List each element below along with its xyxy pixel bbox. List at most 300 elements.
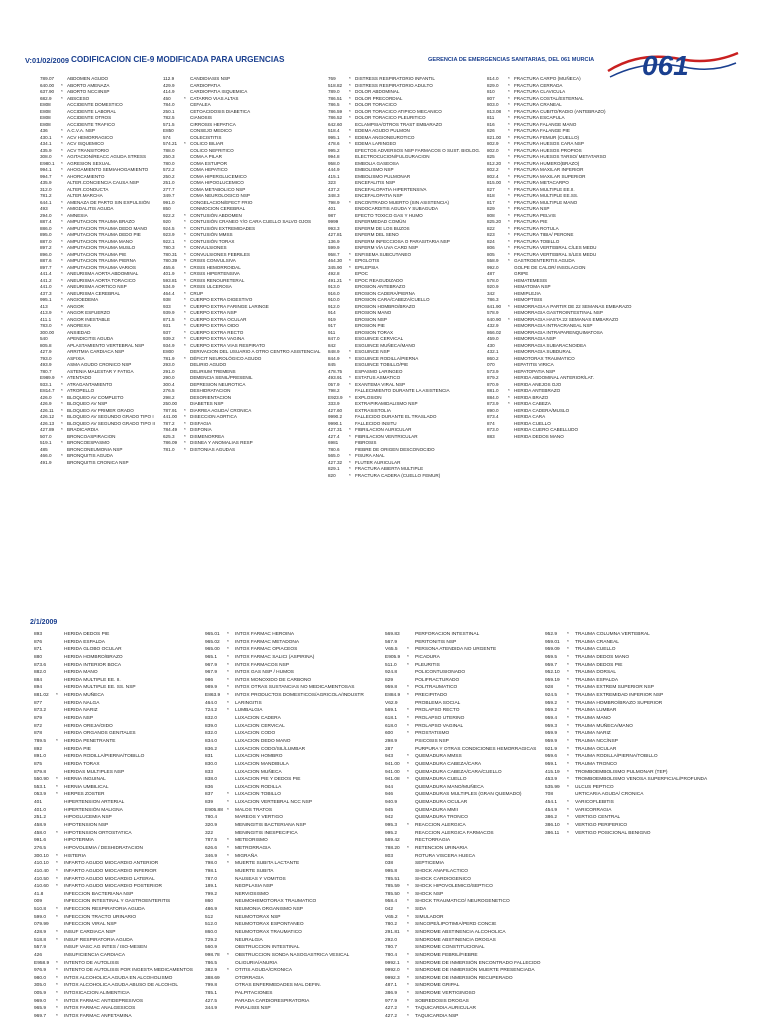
- diagnosis-code: E980.1: [40, 160, 55, 166]
- asterisk-marker: *: [508, 186, 510, 192]
- diagnosis-description: ESGUINCE TOBILLO/PIE: [355, 362, 409, 367]
- asterisk-marker: *: [349, 102, 351, 107]
- diagnosis-description: CRISIS CONVULSIVA: [190, 258, 236, 263]
- diagnosis-description: AMNESIA: [67, 212, 88, 218]
- diagnosis-code: 952.9: [545, 632, 558, 637]
- diagnosis-description: DIABETES NSP: [190, 401, 224, 406]
- diagnosis-description: VERTIGO PERIFERICO: [575, 823, 628, 829]
- asterisk-marker: *: [61, 323, 63, 328]
- diagnosis-code: 829: [487, 206, 495, 211]
- diagnosis-description: ABORTO NCCIINSP: [67, 89, 110, 94]
- asterisk-marker: *: [567, 632, 569, 637]
- diagnosis-code: 829.0: [487, 82, 499, 88]
- diagnosis-code: 780.39: [163, 258, 178, 263]
- diagnosis-description: EROSION ANTEBRAZO: [355, 284, 406, 289]
- diagnosis-code: 787.0: [205, 876, 218, 882]
- diagnosis-code: 879.2: [487, 375, 499, 380]
- diagnosis-code: 572.2: [163, 167, 175, 172]
- diagnosis-code: 959.01: [545, 639, 560, 645]
- code-row: [34, 677, 199, 685]
- code-row: [385, 669, 540, 677]
- diagnosis-description: DESORIENTACION: [190, 394, 232, 400]
- diagnosis-description: SINDROME DE INMERSIÓN MUERTE PRESENCIADA: [415, 968, 535, 974]
- diagnosis-code: 426.11: [40, 407, 54, 413]
- diagnosis-description: PROLAPSO UTERINO: [415, 716, 465, 722]
- asterisk-marker: *: [61, 95, 63, 101]
- asterisk-marker: *: [407, 914, 409, 920]
- diagnosis-code: 346.9: [205, 853, 218, 859]
- diagnosis-description: INTENTO DE AUTOLISIS: [64, 960, 119, 966]
- asterisk-marker: *: [61, 414, 63, 419]
- diagnosis-code: 860.0: [205, 929, 218, 935]
- diagnosis-code: 934.9: [163, 342, 175, 348]
- asterisk-marker: *: [56, 792, 58, 798]
- diagnosis-description: AMENAZA DE PARTO SIN EXPULSIÓN: [67, 199, 150, 205]
- diagnosis-code: 415.1: [328, 173, 340, 179]
- diagnosis-description: ASFIXIA: [67, 355, 85, 361]
- diagnosis-code: 429.9: [163, 82, 175, 88]
- diagnosis-code: 788.20: [385, 845, 400, 851]
- code-row: [34, 814, 199, 822]
- diagnosis-code: 812.20: [487, 160, 502, 166]
- code-row: [34, 898, 199, 906]
- diagnosis-code: 848.9: [328, 349, 340, 354]
- diagnosis-code: 112.9: [163, 76, 175, 81]
- diagnosis-description: MALOS TRATOS: [235, 807, 273, 813]
- diagnosis-description: SINDROME DE INMERSIÓN ENCONTRADO FALLECIDO: [415, 960, 541, 966]
- diagnosis-code: 808: [487, 212, 495, 218]
- asterisk-marker: *: [508, 108, 510, 114]
- code-row: [545, 669, 755, 677]
- diagnosis-code: 939.9: [163, 310, 175, 315]
- diagnosis-code: 873.6: [34, 662, 47, 668]
- code-row: [205, 929, 380, 937]
- asterisk-marker: *: [567, 777, 569, 783]
- diagnosis-code: 924.5: [545, 693, 558, 699]
- diagnosis-description: SHOCK NSP: [415, 891, 444, 897]
- asterisk-marker: *: [184, 355, 186, 361]
- diagnosis-description: SIMULADOR: [415, 914, 444, 920]
- diagnosis-description: INTOX FARMAC OPIACEOS: [235, 647, 298, 653]
- asterisk-marker: *: [508, 173, 510, 179]
- asterisk-marker: *: [61, 251, 63, 257]
- diagnosis-description: LUXACION DEDO MANO: [235, 738, 291, 744]
- diagnosis-description: INTENTO DE AUTOLISIS POR INGESTA MEDICAMENTOS: [64, 968, 193, 974]
- diagnosis-description: CONTUSIÓN EXTREMIDADES: [190, 225, 256, 231]
- diagnosis-code: 802.4: [487, 173, 499, 179]
- asterisk-marker: *: [349, 381, 351, 387]
- diagnosis-code: 995.1: [40, 297, 52, 302]
- asterisk-marker: *: [407, 907, 409, 913]
- asterisk-marker: *: [508, 206, 510, 211]
- diagnosis-code: 9992.1: [385, 960, 400, 966]
- asterisk-marker: *: [227, 693, 229, 699]
- diagnosis-code: 432.9: [487, 323, 499, 328]
- diagnosis-description: FRACTURA MAXILAR INFERIOR: [514, 167, 584, 172]
- diagnosis-description: COMA HIPERGLUCEMICO: [190, 173, 247, 179]
- diagnosis-description: LUXACION MUÑECA: [235, 769, 282, 775]
- asterisk-marker: *: [407, 769, 409, 775]
- diagnosis-description: HERNIA UMBILICAL: [64, 784, 109, 790]
- diagnosis-code: 413: [40, 303, 48, 309]
- diagnosis-code: 873.2: [34, 708, 47, 714]
- diagnosis-description: DOLOR PRECORDIAL: [355, 95, 403, 101]
- diagnosis-code: 965.9: [34, 1006, 47, 1012]
- asterisk-marker: *: [349, 76, 351, 81]
- diagnosis-code: 427.31: [328, 427, 343, 432]
- diagnosis-code: 959.4: [545, 716, 558, 722]
- diagnosis-description: EPIGLOTIS: [355, 258, 380, 263]
- diagnosis-code: V62.9: [385, 700, 398, 706]
- code-row: [205, 700, 380, 708]
- diagnosis-description: HERIDA MULTIPLE EE. II.: [64, 677, 121, 683]
- code-row: [205, 684, 380, 692]
- code-row: [385, 837, 540, 845]
- code-row: [545, 662, 755, 670]
- code-row: [34, 830, 199, 838]
- code-row: [385, 891, 540, 899]
- asterisk-marker: *: [407, 685, 409, 691]
- asterisk-marker: *: [508, 89, 510, 94]
- diagnosis-code: 786.5: [328, 102, 340, 107]
- asterisk-marker: *: [567, 784, 569, 790]
- diagnosis-code: 641.90: [487, 303, 502, 309]
- asterisk-marker: *: [407, 845, 409, 851]
- diagnosis-description: INTOX MONOXIDO DE CARBONO: [235, 677, 312, 683]
- code-row: [205, 738, 380, 746]
- code-row: [385, 845, 540, 853]
- diagnosis-description: ALTER.MARCHA: [67, 193, 103, 198]
- diagnosis-description: ACCIDENTE OTROS: [67, 115, 112, 120]
- diagnosis-description: AMIGDALITIS AGUDA: [67, 206, 114, 211]
- asterisk-marker: *: [567, 823, 569, 829]
- asterisk-marker: *: [184, 238, 186, 244]
- diagnosis-code: 850: [163, 206, 171, 211]
- asterisk-marker: *: [227, 853, 229, 859]
- diagnosis-code: 844.9: [328, 355, 340, 361]
- diagnosis-description: ACCIDENTE LABORAL: [67, 108, 117, 114]
- diagnosis-description: NEUMOHEMOTORAX TRAUMATICO: [235, 899, 317, 905]
- diagnosis-description: BLOQUEO AV COMPLETO: [67, 394, 124, 400]
- code-row: [385, 761, 540, 769]
- diagnosis-description: FRACTURA CADERA (CUELLO FEMUR): [355, 472, 441, 478]
- diagnosis-description: NEUMOTORAX NSP: [235, 914, 281, 920]
- diagnosis-description: FRACTURA CARPO (MUÑECA): [514, 76, 581, 81]
- diagnosis-code: 41.8: [34, 891, 44, 897]
- diagnosis-description: FRACTURA HUESOS TARSO/ METATARSO: [514, 154, 607, 159]
- diagnosis-description: ULCUS PEPTICO: [575, 784, 614, 790]
- code-row: [34, 799, 199, 807]
- diagnosis-description: PERSONA ATENDIDA NO URGENTE: [415, 647, 497, 653]
- diagnosis-description: ENCEFALITIS NSP: [355, 180, 396, 185]
- diagnosis-code: 802.9: [487, 141, 499, 146]
- diagnosis-description: ACCIDENTE TRAFICO: [67, 121, 115, 127]
- diagnosis-code: 811: [487, 115, 495, 120]
- code-row: [385, 646, 540, 654]
- asterisk-marker: *: [61, 394, 63, 400]
- diagnosis-code: 426.0: [40, 394, 52, 400]
- diagnosis-description: HERIDA DEDOS MANO: [514, 433, 564, 439]
- asterisk-marker: *: [407, 991, 409, 997]
- diagnosis-description: AMPUTACION TRAUMA BRAZO: [67, 219, 135, 224]
- diagnosis-code: 825: [487, 154, 495, 159]
- diagnosis-code: 574.21: [163, 141, 178, 146]
- diagnosis-description: EDEMA AGUDO PULMON: [355, 128, 410, 133]
- code-row: [205, 769, 380, 777]
- code-column: [487, 76, 727, 440]
- diagnosis-code: 931: [163, 323, 171, 328]
- diagnosis-code: 426.12: [40, 414, 55, 419]
- asterisk-marker: *: [349, 349, 351, 354]
- diagnosis-code: 977.9: [385, 998, 398, 1004]
- diagnosis-description: TRAUMA EXTREM SUPERIOR NSP: [575, 685, 654, 691]
- diagnosis-description: TRAUMA ESPALDA: [575, 677, 619, 683]
- diagnosis-description: RECTORRAGIA: [415, 838, 451, 844]
- asterisk-marker: *: [407, 975, 409, 981]
- asterisk-marker: *: [227, 838, 229, 844]
- diagnosis-code: 987: [328, 212, 336, 218]
- asterisk-marker: *: [407, 647, 409, 653]
- code-row: [205, 906, 380, 914]
- asterisk-marker: *: [508, 134, 510, 140]
- diagnosis-code: 952.10: [545, 670, 560, 676]
- diagnosis-description: COMA ESTUPOR: [190, 160, 228, 166]
- asterisk-marker: *: [508, 154, 510, 159]
- diagnosis-description: HERIDA DEDOS PIE: [64, 632, 110, 637]
- code-row: [385, 715, 540, 723]
- diagnosis-code: 991.6: [34, 838, 47, 844]
- diagnosis-code: 833: [205, 769, 214, 775]
- diagnosis-description: FRACTURA MULTIPLE MANO: [514, 199, 578, 205]
- diagnosis-description: PROLAPSO RECTO: [415, 708, 460, 714]
- diagnosis-code: 965.1: [205, 654, 218, 660]
- asterisk-marker: *: [349, 277, 351, 283]
- diagnosis-code: 308.0: [40, 154, 52, 159]
- diagnosis-code: 780.7: [385, 945, 398, 951]
- diagnosis-description: ESTATUS ASMATICO: [355, 375, 401, 380]
- asterisk-marker: *: [56, 884, 58, 890]
- diagnosis-description: SINDROME ABSTINENCIA ALCOHOLICA: [415, 929, 506, 935]
- diagnosis-code: 781.0: [163, 446, 175, 452]
- code-row: [385, 921, 540, 929]
- diagnosis-code: 626.6: [205, 845, 218, 851]
- diagnosis-code: 887.0: [40, 238, 52, 244]
- code-row: [385, 677, 540, 685]
- diagnosis-description: AHOGAMIENTO SEMIAHOGAMIENTO: [67, 167, 149, 172]
- diagnosis-code: 877: [34, 700, 43, 706]
- code-row: [205, 1005, 380, 1013]
- diagnosis-description: CONSEJO MEDICO: [190, 128, 232, 133]
- diagnosis-description: EMBOLISMO NSP: [355, 167, 394, 172]
- code-row: [34, 761, 199, 769]
- asterisk-marker: *: [56, 914, 58, 920]
- diagnosis-code: 437.3: [40, 290, 52, 296]
- diagnosis-code: 881.0: [487, 388, 499, 393]
- diagnosis-code: 444.9: [328, 167, 340, 172]
- asterisk-marker: *: [56, 907, 58, 913]
- diagnosis-description: ARRITMIA CARDIACA NSP: [67, 349, 125, 354]
- diagnosis-code: 427.89: [40, 427, 55, 432]
- diagnosis-code: 411.1: [40, 316, 52, 322]
- diagnosis-description: HERIDA ORGANOS GENITALES: [64, 731, 136, 737]
- diagnosis-code: 250.1: [163, 108, 175, 114]
- diagnosis-code: 959.2: [545, 708, 558, 714]
- asterisk-marker: *: [567, 754, 569, 760]
- diagnosis-description: PERFORACION INTESTINAL: [415, 632, 480, 637]
- diagnosis-description: TROMBOEMBOLISMO VENOSA SUPERFICIAL/PROFUNDA: [575, 777, 708, 783]
- asterisk-marker: *: [508, 394, 510, 400]
- diagnosis-description: ALTER.CONCIENCIA CAUSA NSP: [67, 180, 139, 185]
- diagnosis-description: FRACTURA FALANGE MANO: [514, 121, 577, 127]
- header-date: V:01/02/2009: [25, 56, 69, 65]
- diagnosis-description: INSUF RESPIRATORIA AGUDA: [64, 937, 133, 943]
- diagnosis-description: HEMOTORAX TRAUMATICO: [514, 355, 575, 361]
- code-row: [34, 692, 199, 700]
- asterisk-marker: *: [56, 868, 58, 874]
- asterisk-marker: *: [407, 654, 409, 660]
- diagnosis-code: E958.9: [34, 960, 50, 966]
- diagnosis-description: PURPURA Y OTRAS CONDICIONES HEMORRAGICAS: [415, 746, 537, 752]
- diagnosis-code: 780.4: [205, 815, 218, 821]
- diagnosis-code: 571.5: [163, 121, 175, 127]
- diagnosis-description: NEUMONIA ORGANISMO NSP: [235, 907, 303, 913]
- diagnosis-description: CIANOSIS: [190, 115, 212, 120]
- diagnosis-code: 967.9: [205, 662, 218, 668]
- diagnosis-code: 814.0: [487, 76, 499, 81]
- asterisk-marker: *: [56, 738, 58, 744]
- diagnosis-description: OTORRAGIA: [235, 975, 264, 981]
- diagnosis-description: ESPASMO LARINGEO: [355, 368, 403, 374]
- diagnosis-code: 781.9: [163, 355, 175, 361]
- diagnosis-description: ANGIOEDEMA: [67, 297, 99, 302]
- diagnosis-code: 432.1: [487, 349, 499, 354]
- diagnosis-code: 785.51: [385, 876, 400, 882]
- diagnosis-description: FRACTURA NSP: [514, 206, 550, 211]
- diagnosis-description: INTOX ALCOHOLICA AGUDA ABUSO DE ALCOHOL: [64, 983, 179, 989]
- asterisk-marker: *: [227, 861, 229, 867]
- code-row: [34, 967, 199, 975]
- asterisk-marker: *: [407, 716, 409, 722]
- diagnosis-code: 879: [34, 716, 43, 722]
- asterisk-marker: *: [61, 375, 63, 380]
- diagnosis-code: 401.9: [163, 271, 175, 276]
- diagnosis-code: 079.99: [34, 922, 49, 928]
- diagnosis-description: ESGUINCE CERVICAL: [355, 336, 404, 341]
- asterisk-marker: *: [227, 700, 229, 706]
- diagnosis-code: 386.10: [545, 823, 560, 829]
- diagnosis-code: 290.0: [163, 375, 175, 380]
- diagnosis-code: 817: [487, 199, 495, 205]
- diagnosis-description: ENFERM INFECCIOSA O PARASITARIA NSP: [355, 238, 450, 244]
- diagnosis-description: FRACTURA MULTIPLE EE.II.: [514, 186, 575, 192]
- code-row: [34, 631, 199, 639]
- diagnosis-description: ACV ISQUEMICO: [67, 141, 105, 146]
- diagnosis-code: 842: [328, 342, 336, 348]
- code-row: [34, 960, 199, 968]
- asterisk-marker: *: [61, 154, 63, 159]
- diagnosis-code: 976.9: [34, 968, 47, 974]
- code-row: [205, 677, 380, 685]
- asterisk-marker: *: [184, 251, 186, 257]
- code-row: [545, 692, 755, 700]
- asterisk-marker: *: [508, 258, 510, 263]
- code-row: [34, 990, 199, 998]
- diagnosis-code: 189.1: [205, 884, 218, 890]
- diagnosis-description: APENDICITIS AGUDA: [67, 336, 114, 341]
- asterisk-marker: *: [567, 685, 569, 691]
- asterisk-marker: *: [184, 414, 186, 419]
- code-row: [545, 646, 755, 654]
- asterisk-marker: *: [61, 420, 63, 426]
- diagnosis-description: ABORTO AMENAZA: [67, 82, 110, 88]
- code-row: [328, 473, 483, 480]
- asterisk-marker: *: [61, 141, 63, 146]
- diagnosis-description: SHOCK TRAUMATICO/ NEUROGENETICO: [415, 899, 510, 905]
- diagnosis-code: 637.90: [40, 89, 55, 94]
- diagnosis-code: 871: [34, 647, 43, 653]
- diagnosis-description: ELECTROCUCION/FULGURACION: [355, 154, 430, 159]
- code-row: [385, 1013, 540, 1021]
- diagnosis-description: CONVULSIONES: [190, 245, 227, 250]
- diagnosis-code: 305.0: [34, 983, 47, 989]
- diagnosis-description: FRACTURA HUESOS PROPIOS: [514, 147, 582, 153]
- diagnosis-description: HERPES ZOSTER: [64, 792, 105, 798]
- diagnosis-code: 789.0: [328, 89, 340, 94]
- diagnosis-description: MUERTE SUBITA LACTANTE: [235, 861, 300, 867]
- diagnosis-code: 965.00: [205, 647, 220, 653]
- diagnosis-description: EROSION MANO: [355, 310, 392, 315]
- diagnosis-code: 923.9: [163, 232, 175, 237]
- diagnosis-code: 998.78: [205, 952, 220, 958]
- diagnosis-code: 344.9: [205, 1006, 218, 1012]
- diagnosis-code: 798.9: [328, 199, 340, 205]
- asterisk-marker: *: [227, 677, 229, 683]
- diagnosis-code: 815.00: [487, 180, 502, 185]
- asterisk-marker: *: [407, 952, 409, 958]
- diagnosis-code: 969.7: [34, 1014, 47, 1020]
- diagnosis-description: CUERPO EXTRA NSP: [190, 310, 237, 315]
- diagnosis-description: POLITRAUMATICO: [415, 685, 458, 691]
- diagnosis-code: 825.20: [487, 219, 502, 224]
- diagnosis-code: E905.88: [205, 807, 223, 813]
- diagnosis-description: CRISIS HIPERTENSIVA: [190, 271, 240, 276]
- diagnosis-code: 802.0: [487, 147, 499, 153]
- diagnosis-code: 995.2: [328, 147, 340, 153]
- diagnosis-description: INTOX PRODUCTOS DOMESTICOS/AGRICOLA/INDUSTR: [235, 693, 364, 699]
- diagnosis-code: 836: [205, 784, 214, 790]
- asterisk-marker: *: [227, 632, 229, 637]
- diagnosis-description: DISTRESS RESPIRATORIO ADULTO: [355, 82, 433, 88]
- diagnosis-code: 827: [487, 186, 495, 192]
- asterisk-marker: *: [61, 134, 63, 140]
- asterisk-marker: *: [407, 777, 409, 783]
- diagnosis-description: HERIDA CUERO CABELLUDO: [514, 427, 579, 432]
- diagnosis-description: APLASTAMIENTO VERTEBRAL NSP: [67, 342, 145, 348]
- diagnosis-code: 9992.3: [385, 975, 400, 981]
- diagnosis-description: INSUF VASC AG INTES / ISO-MESEN: [64, 945, 147, 951]
- diagnosis-description: HERIDA MANO: [64, 670, 98, 676]
- diagnosis-description: TRAUMA DEDOS MANO: [575, 654, 630, 660]
- diagnosis-code: 821.00: [487, 134, 502, 140]
- diagnosis-description: CONTUSIÓN TORAX: [190, 238, 235, 244]
- diagnosis-code: 300.00: [40, 329, 55, 335]
- diagnosis-description: BRADICARDIA: [67, 427, 99, 432]
- code-row: [34, 1005, 199, 1013]
- diagnosis-code: 435.9: [40, 147, 52, 153]
- diagnosis-description: LUXACION TOBILLO: [235, 792, 281, 798]
- asterisk-marker: *: [227, 807, 229, 813]
- diagnosis-code: 492.8: [328, 271, 340, 276]
